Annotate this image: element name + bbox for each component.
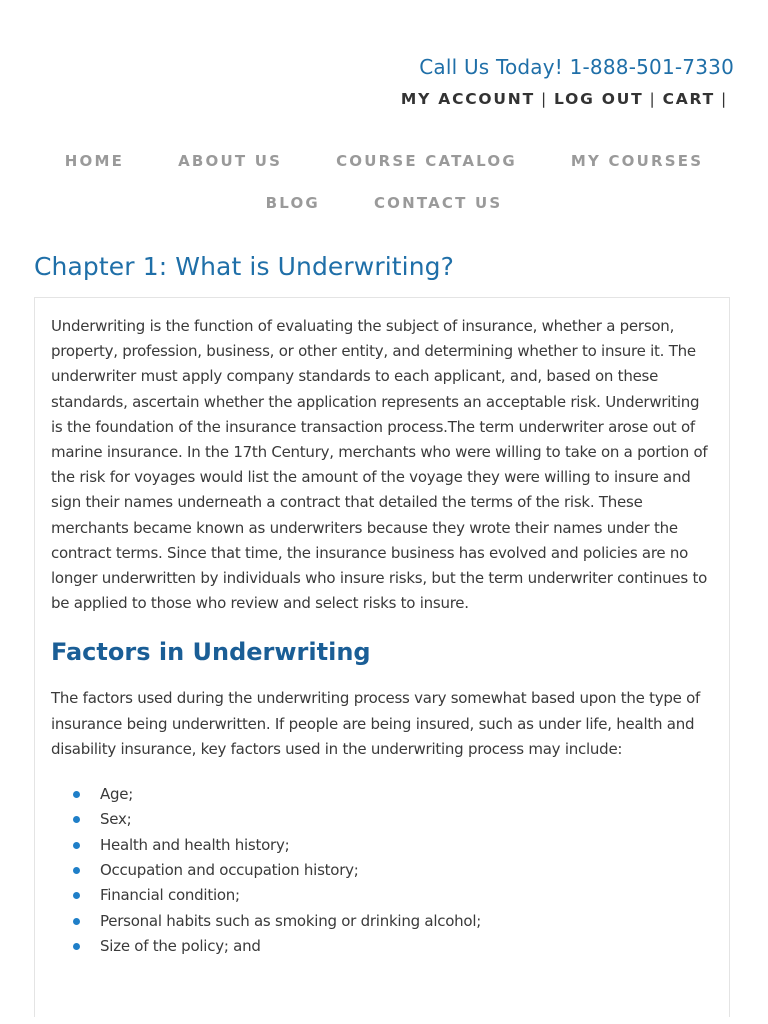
top-contact-bar [401,55,734,108]
bullet-icon [73,816,80,823]
main-nav [0,140,768,224]
list-item [73,807,713,832]
list-item [73,934,713,959]
nav-item-about-us[interactable]: ABOUT US [178,152,283,170]
intro-paragraph: Underwriting is the function of evaluating the subject of insurance, whether a person, property, profession, business, or other entity, and determining whether to insure it. The underwriter must apply company standards to each applicant, and, based on these standards, ascertain whether the application represents an acceptable risk. Underwriting is the foundation of the insurance transaction process.The term underwriter arose out of marine insurance. In the 17th Century, merchants who were willing to take on a portion of the risk for voyages would list the amount of the voyage they were willing to insure and sign their names underneath a contract that detailed the terms of the risk. These merchants became known as underwriters because they wrote their names under the contract terms. Since that time, the insurance business has evolved and policies are no longer underwritten by individuals who insure risks, but the term underwriter continues to be applied to those who review and select risks to insure. [51,317,708,613]
list-item [73,909,713,934]
main-nav-row-2 [0,182,768,224]
nav-item-course-catalog[interactable]: COURSE CATALOG [336,152,517,170]
bullet-icon [73,791,80,798]
nav-item-blog[interactable]: BLOG [265,194,320,212]
list-item-text: Health and health history; [100,835,290,854]
section-paragraph: The factors used during the underwriting process vary somewhat based upon the type of insurance being underwritten. If people are being insured, such as under life, health and disability insurance, key factors used in the underwriting process may include: [51,689,701,758]
phone-link[interactable]: Call Us Today! 1-888-501-7330 [419,55,734,79]
bullet-icon [73,892,80,899]
nav-item-home[interactable]: HOME [64,152,125,170]
list-item-text: Age; [100,785,134,804]
main-nav-row-1 [0,140,768,182]
bullet-icon [73,867,80,874]
separator: | [540,90,548,108]
nav-item-my-courses[interactable]: MY COURSES [570,152,704,170]
bullet-icon [73,943,80,950]
separator: | [649,90,657,108]
log-out-link[interactable]: LOG OUT [553,90,644,108]
list-item-text: Sex; [100,810,132,829]
nav-item-contact-us[interactable]: CONTACT US [373,194,503,212]
bullet-icon [73,842,80,849]
account-links [401,90,734,108]
chapter-content [34,297,730,1017]
list-item [73,833,713,858]
list-item-text: Size of the policy; and [100,936,261,955]
list-item [73,883,713,908]
bullet-icon [73,918,80,925]
list-item [73,782,713,807]
cart-link[interactable]: CART [662,90,715,108]
list-item-text: Occupation and occupation history; [100,860,359,879]
list-item-text: Financial condition; [100,886,240,905]
page-title: Chapter 1: What is Underwriting? [34,252,454,281]
list-item-text: Personal habits such as smoking or drinking alcohol; [100,911,482,930]
my-account-link[interactable]: MY ACCOUNT [400,90,535,108]
factors-list [51,782,713,959]
list-item [73,858,713,883]
separator: | [720,90,728,108]
section-heading: Factors in Underwriting [51,638,371,667]
